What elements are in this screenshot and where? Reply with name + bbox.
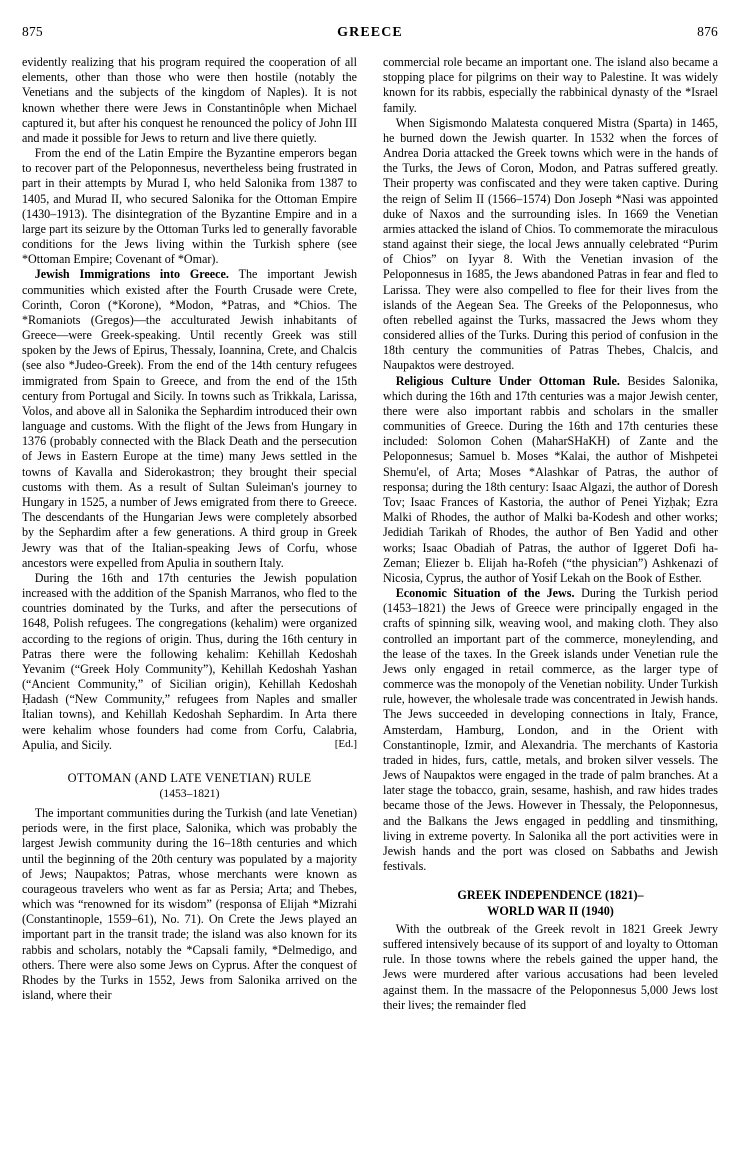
right-column <box>383 55 718 1013</box>
contributor-signature: [Ed.] <box>334 737 357 750</box>
paragraph: commercial role became an important one. The island also became a stopping place for pilgrims on their way to Palestine. It was widely known for its rabbis, especially the rabbinical dynasty of the *Israel family. <box>383 55 718 115</box>
left-folio: 875 <box>22 24 43 39</box>
run-in-heading: Economic Situation of the Jews. <box>395 586 575 601</box>
section-date-range: (1453–1821) <box>159 787 220 801</box>
paragraph: The important communities during the Turkish (and late Venetian) periods were, in the first place, Salonika, which was probably the largest Jewish community during the 16–18th centuries and which until the beginning of the 20th century was populated by a majority of Jews; Naupaktos; Patras, whose merchants were known as courageous travelers who went as far as Persia; Arta; and Thebes, which was “renowned for its wisdom” (responsa of Elijah *Mizrahi (Constantinople, 1559–61), No. 71). On Crete the Jews played an important part in the transit trade; the island was also known for its rabbis and scholars, notably the *Capsali family, *Delmedigo, and others. There were also some Jews on Cyprus. After the conquest of Rhodes by the Turks in 1552, Jews from Salonika arrived on the island, where their <box>22 806 357 1003</box>
paragraph: With the outbreak of the Greek revolt in 1821 Greek Jewry suffered intensively because of its support of and loyalty to Ottoman rule. In those towns where the rebels gained the upper hand, the Jews were murdered after various accusations had been leveled against them. In the massacre of the Peloponnesus 5,000 Jews lost their lives; the remainder fled <box>383 921 718 1012</box>
run-in-body: During the Turkish period (1453–1821) the Jews of Greece were principally engaged in the crafts of spinning silk, weaving wool, and making cloth. They also controlled an important part of the commerce, moneylending, and the lease of the taxes. In the Greek islands under Venetian rule the Jews only engaged in retail commerce, as the larger type of commerce was the monopoly of the Venetian nobility. Under Turkish rule, however, the wholesale trade was concentrated in Jewish hands. The Jews succeeded in developing connections in Italy, France, Amsterdam, Hamburg, London, and in the Orient with Constantinople, Izmir, and Alexandria. The merchants of Kastoria traded in hides, furs, cattle, metals, and broken silver vessels. The Jews of Naupaktos were engaged in the trade of palm branches. At a later stage the tobacco, grain, sesame, hashish, and raw hides trades became those of the Jews. However in Thessaly, the Peloponnesus, and the Balkans the Jews engaged in peddling and tinsmithing, living in extreme poverty. In Salonika all the port activities were in Jewish hands and the port was closed on Sabbaths and Jewish festivals. <box>383 586 718 874</box>
paragraph-with-run-in-heading <box>383 586 718 874</box>
section-title-line1: GREEK INDEPENDENCE (1821)– <box>457 888 644 903</box>
paragraph: From the end of the Latin Empire the Byzantine emperors began to recover part of the Peloponnesus, nevertheless being frustrated in part in their attempts by Murad I, who held Salonika from 1387 to 1405, and Murad II, who secured Salonika for the Ottoman Empire (1430–1913). The disintegration of the Byzantine Empire and in a large part its seizure by the Ottoman Turks led to generally favorable conditions for the Jews living within the Turkish sphere (see *Ottoman Empire; Covenant of *Omar). <box>22 146 357 267</box>
two-column-body <box>22 55 718 1013</box>
right-folio: 876 <box>697 24 718 39</box>
section-title-line2: WORLD WAR II (1940) <box>487 903 614 918</box>
run-in-body: Besides Salonika, which during the 16th and 17th centuries was a major Jewish center, there were also important rabbis and scholars in the smaller communities of Greece. During the 16th and 17th centuries these included: Solomon Cohen (MaharSHaKH) of Zante and the Peloponnesus; Samuel b. Moses *Kalai, the author of Mishpetei Shemu'el, of Arta; Moses *Alashkar of Patras, the author of responsa; during the 18th century: Isaac Algazi, the author of Doresh Tov; Isaac Frances of Kastoria, the author of Penei Yiẓḥak; Ezra Malki of Rhodes, the author of Malki ba-Kodesh and other works; Jedidiah Tarikah of Rhodes, the author of Ben Yadid and other works; Isaac Obadiah of Patras, the author of Iggeret Dofi ha-Zeman; Eliezer b. Elijah ha-Rofeh (“the physician”) Ashkenazi of Nicosia, Cyprus, the author of Yosif Lekah on the Book of Esther. <box>383 373 718 585</box>
page-header <box>22 24 718 41</box>
paragraph-with-run-in-heading <box>22 267 357 570</box>
paragraph: evidently realizing that his program required the cooperation of all elements, other than those who were then hostile (notably the Venetians and the subjects of the kingdom of Naples). It is not known whether there were Jews in Constantinôple when Michael captured it, but after his conquest he renounced the policy of John III and made it possible for Jews to return and live there quietly. <box>22 55 357 145</box>
paragraph: When Sigismondo Malatesta conquered Mistra (Sparta) in 1465, he burned down the Jewish quarter. In 1532 when the forces of Andrea Doria attacked the Greek towns which were in the hands of the Turks, the Jews of Coron, Modon, and Patras suffered greatly. Their property was confiscated and they were taken captive. During the reign of Selim II (1566–1574) Don Joseph *Nasi was appointed duke of Naxos and the surrounding isles. In 1669 the Venetian armies attacked the island of Chios. To commemorate the miraculous stand against their siege, the local Jews annually celebrated “Purim of Chios” on Iyyar 8. With the Venetian invasion of the Peloponnesus in 1685, the Jews abandoned Patras in fear and fled to Larissa. They were also compelled to flee for their lives from the islands of the Aegean Sea. The Greeks of the Peloponnesus, who often rebelled against the Turks, massacred the Jews whom they considered allies of the Turks. During this period of confusion in the 18th century the communities of Patras Thebes, Chalcis, and Naupaktos were destroyed. <box>383 115 718 373</box>
paragraph-text: During the 16th and 17th centuries the Jewish population increased with the addition of the Spanish Marranos, who fled to the countries dominated by the Turks, and after the persecutions of 1648, Polish refugees. The congregations (kehalim) were organized according to the regions of origin. Thus, during the 16th century in Patras there were the following kehalim: Kehillah Kedoshah Yevanim (“Greek Holy Community”), Kehillah Kedoshah Yashan (“Ancient Community,” of Sicilian origin), Kehillah Kedoshah Ḥadash (“New Community,” refugees from Naples and smaller Italian towns), and Kehillah Kedoshah Sephardim. In Arta there were kehalim whose founders had come from Corfu, Calabria, Apulia, and Sicily. <box>22 570 357 752</box>
running-head: GREECE <box>337 25 403 40</box>
paragraph-with-run-in-heading <box>383 374 718 586</box>
run-in-heading: Jewish Immigrations into Greece. <box>34 267 229 282</box>
left-column <box>22 55 357 1003</box>
run-in-body: The important Jewish communities which existed after the Fourth Crusade were Crete, Corinth, Coron (*Korone), *Modon, *Patras, and *Chios. The *Romaniots (Gregos)—the acculturated Jewish inhabitants of Greece—were Greek-speaking. Until recently Greek was still spoken by the Jews of Epirus, Thessaly, Ioannina, Crete, and Chalcis (see also *Judeo-Greek). From the end of the 14th century refugees immigrated from Spain to Greece, and from the end of the 15th century from Portugal and Sicily. In towns such as Trikkala, Larissa, Volos, and above all in Salonika the Sephardim introduced their own language and customs. With the flight of the Jews from Hungary in 1376 (probably connected with the Black Death and the persecution of Jews in Eastern Europe at the time) many Jews settled in the towns of Kavalla and Siderokastron; they brought their special customs with them. As a result of Sultan Suleiman's journey to Hungary in 1525, a number of Jews emigrated from there to Greece. The descendants of the Hungarian Jews were completely absorbed by the Sephardim after a few generations. A third group in Greek Jewry was that of the Italian-speaking Jews of Corfu, whose ancestors were expelled from Apulia in southern Italy. <box>22 267 357 570</box>
paragraph <box>22 571 357 753</box>
run-in-heading: Religious Culture Under Ottoman Rule. <box>395 373 620 388</box>
section-title: OTTOMAN (AND LATE VENETIAN) RULE <box>67 770 312 785</box>
